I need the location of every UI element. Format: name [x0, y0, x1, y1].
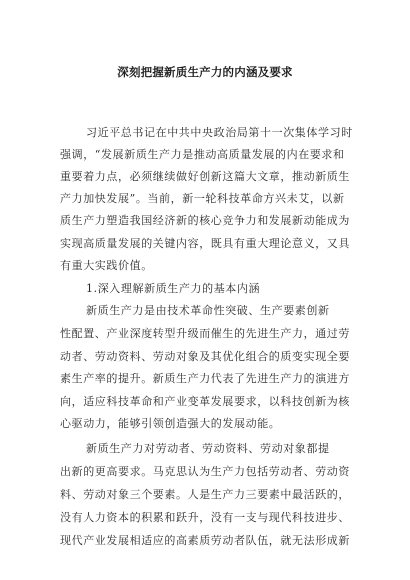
paragraph-line: 新质生产力是由技术革命性突破、生产要素创新: [86, 304, 330, 317]
paragraph-line: 心驱动力，能够引领创造强大的发展动能。: [60, 417, 281, 430]
paragraph-line: 性配置、产业深度转型升级而催生的先进生产力，通过劳: [60, 327, 350, 340]
paragraph-line: 动者、劳动资料、劳动对象及其优化组合的质变实现全要: [60, 350, 350, 363]
paragraph-line: 没有人力资本的积累和跃升，没有一支与现代科技进步、: [60, 511, 350, 524]
section-heading: 1.深入理解新质生产力的基本内涵: [86, 282, 261, 295]
paragraph-line: 出新的更高要求。马克思认为生产力包括劳动者、劳动资: [60, 465, 350, 478]
paragraph-line: 质生产力塑造我国经济新的核心竞争力和发展新动能成为: [60, 214, 350, 227]
paragraph-line: 实现高质量发展的关键内容，既具有重大理论意义，又具: [60, 237, 350, 250]
paragraph-line: 素生产率的提升。新质生产力代表了先进生产力的演进方: [60, 372, 350, 385]
document-title: 深刻把握新质生产力的内涵及要求: [117, 65, 293, 79]
paragraph-line: 重要着力点，必须继续做好创新这篇大文章，推动新质生: [60, 170, 350, 183]
paragraph-line: 现代产业发展相适应的高素质劳动者队伍，就无法形成新: [60, 534, 350, 547]
paragraph-line: 新质生产力对劳动者、劳动资料、劳动对象都提: [86, 442, 330, 455]
paragraph-line: 习近平总书记在中共中央政治局第十一次集体学习时: [86, 126, 353, 139]
paragraph-line: 产力加快发展”。当前，新一轮科技革命方兴未艾，以新: [60, 192, 345, 205]
paragraph-line: 向，适应科技革命和产业变革发展要求，以科技创新为核: [60, 395, 350, 408]
paragraph-line: 有重大实践价值。: [60, 259, 153, 272]
paragraph-line: 强调，“发展新质生产力是推动高质量发展的内在要求和: [60, 148, 345, 161]
paragraph-line: 料、劳动对象三个要素。人是生产力三要素中最活跃的，: [60, 488, 350, 501]
